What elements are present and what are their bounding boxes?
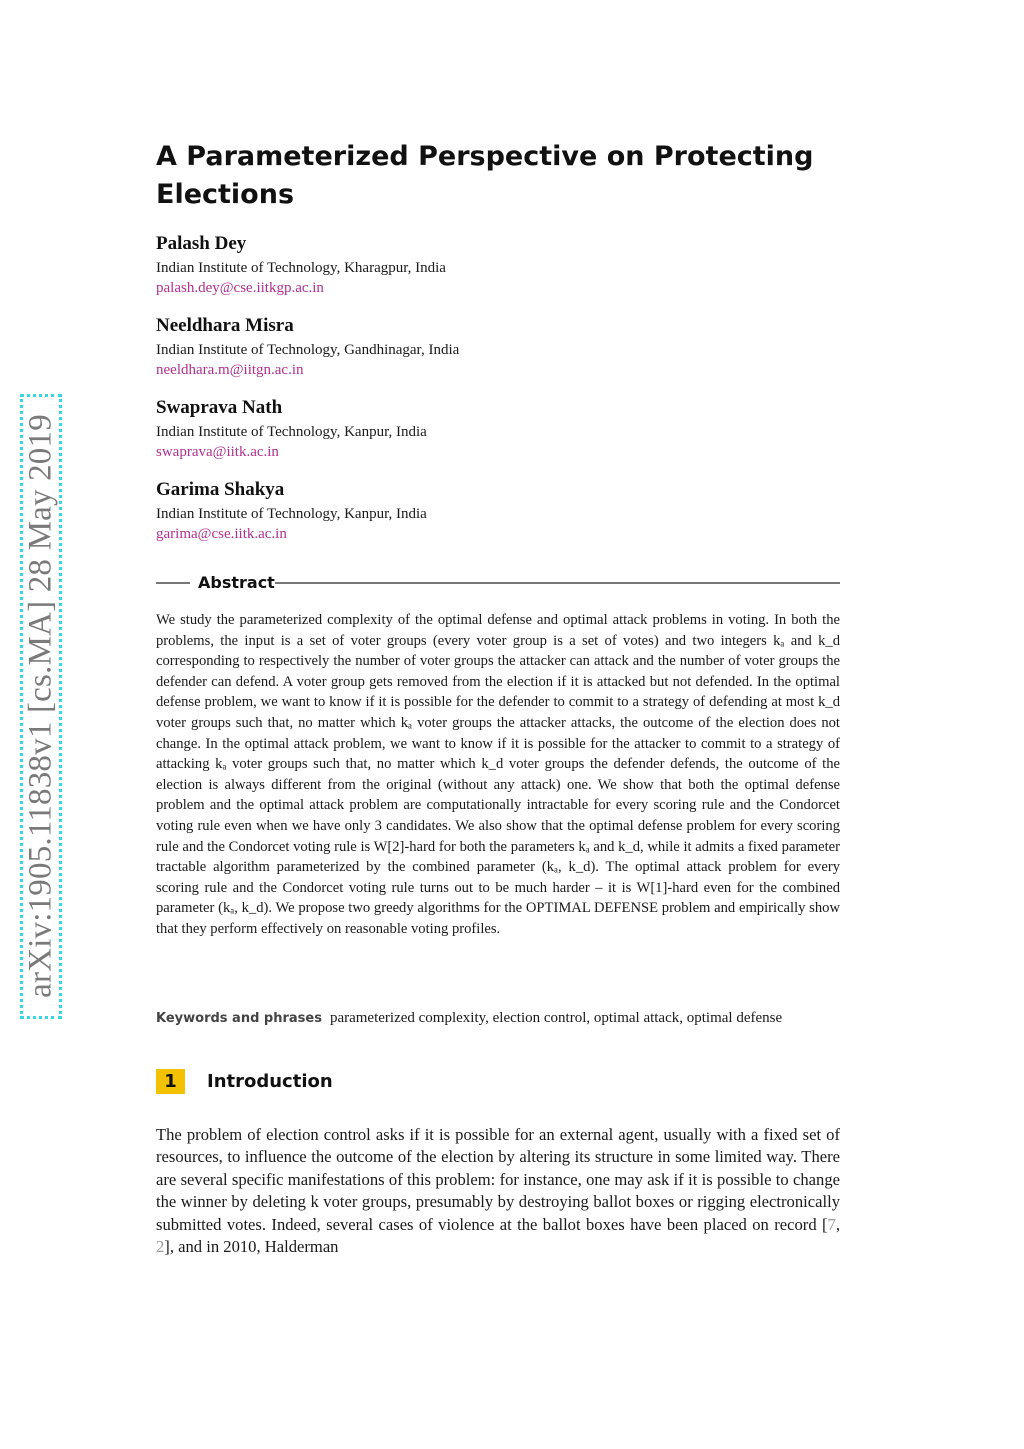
intro-text-before: The problem of election control asks if it is possible for an external agent, usually with a fixed set of resources, to influence the outcome of the election by altering its structure in some limited way. There are several specific manifestations of this problem: for instance, one may ask if it is possible to change the winner by deleting k voter groups, presumably by destroying ballot boxes or rigging electronically submitted votes. Indeed, several cases of violence at the ballot boxes have been placed on record [	[156, 1125, 840, 1234]
author-affiliation: Indian Institute of Technology, Kanpur, India	[156, 506, 427, 522]
author-email-link[interactable]: swaprava@iitk.ac.in	[156, 444, 279, 460]
author-block	[156, 396, 840, 462]
abstract-body: We study the parameterized complexity of the optimal defense and optimal attack problems in voting. In both the problems, the input is a set of voter groups (every voter group is a set of votes) and two integers kₐ and k_d corresponding to respectively the number of voter groups the attacker can attack and the number of voter groups the defender can defend. A voter group gets removed from the election if it is attacked but not defended. In the optimal defense problem, we want to know if it is possible for the defender to commit to a strategy of defending at most k_d voter groups such that, no matter which kₐ voter groups the attacker attacks, the outcome of the election does not change. In the optimal attack problem, we want to know if it is possible for the attacker to commit to a strategy of attacking kₐ voter groups such that, no matter which k_d voter groups the defender defends, the outcome of the election is always different from the original (without any attack) one. We show that both the optimal defense problem and the optimal attack problem are computationally intractable for every scoring rule and the Condorcet voting rule even when we have only 3 candidates. We also show that the optimal defense problem for every scoring rule and the Condorcet voting rule is W[2]-hard for both the parameters kₐ and k_d, while it admits a fixed parameter tractable algorithm parameterized by the combined parameter (kₐ, k_d). The optimal attack problem for every scoring rule and the Condorcet voting rule turns out to be much harder – it is W[1]-hard even for the combined parameter (kₐ, k_d). We propose two greedy algorithms for the OPTIMAL DEFENSE problem and empirically show that they perform effectively on reasonable voting profiles.	[156, 612, 840, 937]
author-name: Palash Dey	[156, 233, 247, 254]
abstract-rule-left	[156, 582, 190, 584]
abstract-heading	[156, 572, 840, 594]
citation-link[interactable]: 2	[156, 1237, 165, 1257]
keywords-text: parameterized complexity, election control, optimal attack, optimal defense	[329, 1010, 783, 1026]
arxiv-stamp: arXiv:1905.11838v1 [cs.MA] 28 May 2019	[22, 414, 59, 998]
keywords-label: Keywords and phrases	[156, 1011, 322, 1026]
abstract-rule-right	[275, 582, 840, 584]
author-block	[156, 232, 840, 298]
author-affiliation: Indian Institute of Technology, Kanpur, India	[156, 424, 427, 440]
citation-separator: ,	[835, 1214, 840, 1234]
author-email-link[interactable]: palash.dey@cse.iitkgp.ac.in	[156, 280, 324, 296]
introduction-paragraph	[156, 1124, 840, 1258]
section-heading	[156, 1069, 840, 1095]
author-block	[156, 314, 840, 380]
citation-link[interactable]: 7	[827, 1214, 836, 1234]
paper-title: A Parameterized Perspective on Protecting Elections	[156, 141, 814, 210]
author-affiliation: Indian Institute of Technology, Kharagpur, India	[156, 260, 446, 276]
author-affiliation: Indian Institute of Technology, Gandhinagar, India	[156, 342, 460, 358]
abstract-label: Abstract	[198, 573, 275, 592]
keywords-line	[156, 1008, 840, 1029]
section-title: Introduction	[207, 1071, 333, 1092]
author-email-link[interactable]: garima@cse.iitk.ac.in	[156, 526, 287, 542]
intro-text-after: ], and in 2010, Halderman	[164, 1237, 339, 1257]
author-block	[156, 478, 840, 544]
section-number-badge: 1	[156, 1069, 185, 1094]
author-name: Garima Shakya	[156, 479, 285, 500]
author-name: Swaprava Nath	[156, 397, 283, 418]
author-name: Neeldhara Misra	[156, 315, 294, 336]
author-email-link[interactable]: neeldhara.m@iitgn.ac.in	[156, 362, 304, 378]
